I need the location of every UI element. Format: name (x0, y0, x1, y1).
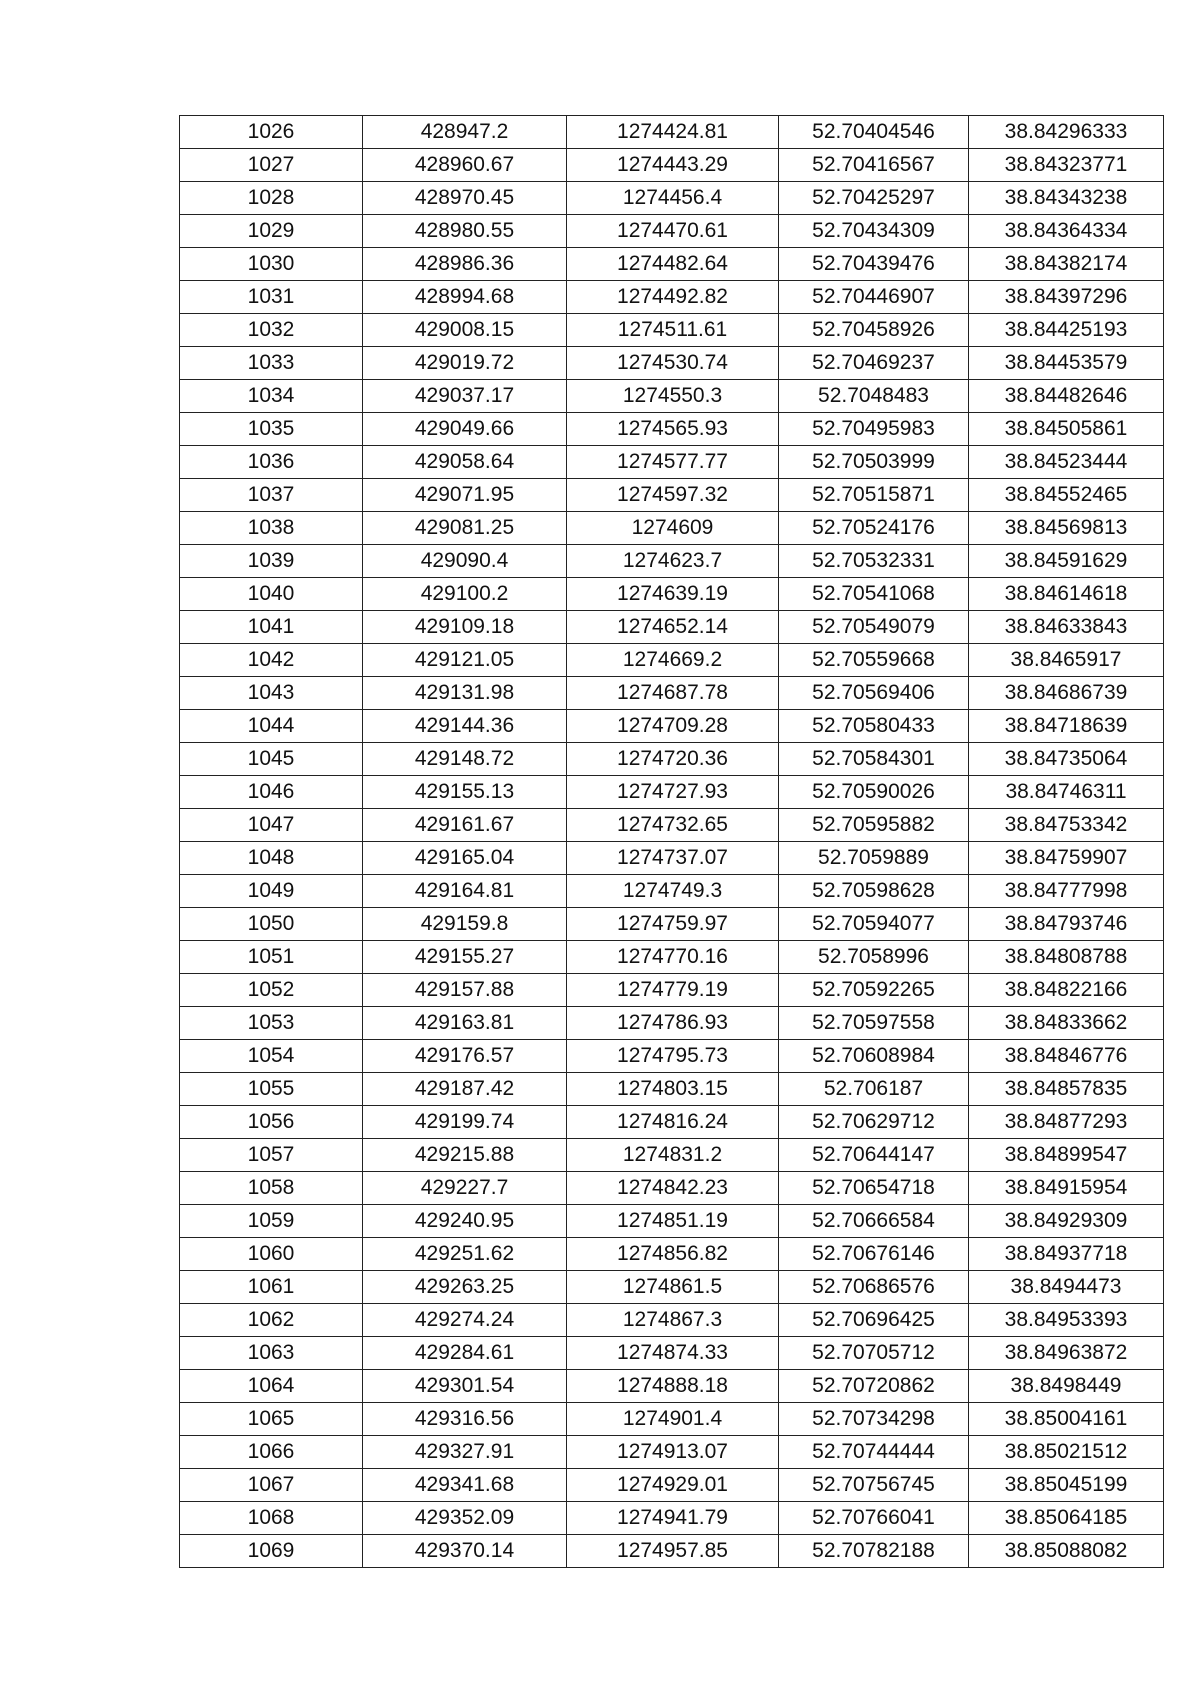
point-number-cell: 1063 (180, 1337, 363, 1370)
point-number-cell: 1049 (180, 875, 363, 908)
longitude-cell: 38.85088082 (969, 1535, 1164, 1568)
y-coordinate-cell: 1274720.36 (567, 743, 779, 776)
y-coordinate-cell: 1274577.77 (567, 446, 779, 479)
table-row (180, 1337, 1164, 1370)
table-row (180, 941, 1164, 974)
table-row (180, 842, 1164, 875)
x-coordinate-cell: 429301.54 (363, 1370, 567, 1403)
table-row (180, 248, 1164, 281)
table-row (180, 281, 1164, 314)
table-row (180, 1040, 1164, 1073)
table-row (180, 809, 1164, 842)
latitude-cell: 52.70629712 (779, 1106, 969, 1139)
point-number-cell: 1050 (180, 908, 363, 941)
table-row (180, 1370, 1164, 1403)
y-coordinate-cell: 1274652.14 (567, 611, 779, 644)
point-number-cell: 1047 (180, 809, 363, 842)
x-coordinate-cell: 429163.81 (363, 1007, 567, 1040)
longitude-cell: 38.84937718 (969, 1238, 1164, 1271)
x-coordinate-cell: 429227.7 (363, 1172, 567, 1205)
y-coordinate-cell: 1274492.82 (567, 281, 779, 314)
y-coordinate-cell: 1274831.2 (567, 1139, 779, 1172)
longitude-cell: 38.84453579 (969, 347, 1164, 380)
latitude-cell: 52.70425297 (779, 182, 969, 215)
table-row (180, 1073, 1164, 1106)
table-row (180, 380, 1164, 413)
longitude-cell: 38.84877293 (969, 1106, 1164, 1139)
x-coordinate-cell: 429176.57 (363, 1040, 567, 1073)
y-coordinate-cell: 1274737.07 (567, 842, 779, 875)
y-coordinate-cell: 1274456.4 (567, 182, 779, 215)
x-coordinate-cell: 429058.64 (363, 446, 567, 479)
latitude-cell: 52.70644147 (779, 1139, 969, 1172)
x-coordinate-cell: 429121.05 (363, 644, 567, 677)
x-coordinate-cell: 429164.81 (363, 875, 567, 908)
latitude-cell: 52.70515871 (779, 479, 969, 512)
latitude-cell: 52.70686576 (779, 1271, 969, 1304)
y-coordinate-cell: 1274913.07 (567, 1436, 779, 1469)
table-row (180, 1271, 1164, 1304)
point-number-cell: 1064 (180, 1370, 363, 1403)
x-coordinate-cell: 428994.68 (363, 281, 567, 314)
x-coordinate-cell: 429187.42 (363, 1073, 567, 1106)
point-number-cell: 1066 (180, 1436, 363, 1469)
longitude-cell: 38.84793746 (969, 908, 1164, 941)
longitude-cell: 38.8465917 (969, 644, 1164, 677)
x-coordinate-cell: 429316.56 (363, 1403, 567, 1436)
latitude-cell: 52.70434309 (779, 215, 969, 248)
x-coordinate-cell: 429157.88 (363, 974, 567, 1007)
coordinates-table (179, 115, 1164, 1568)
x-coordinate-cell: 429155.27 (363, 941, 567, 974)
longitude-cell: 38.85064185 (969, 1502, 1164, 1535)
table-row (180, 710, 1164, 743)
y-coordinate-cell: 1274786.93 (567, 1007, 779, 1040)
table-row (180, 776, 1164, 809)
table-row (180, 1205, 1164, 1238)
table-row (180, 314, 1164, 347)
point-number-cell: 1044 (180, 710, 363, 743)
latitude-cell: 52.70598628 (779, 875, 969, 908)
y-coordinate-cell: 1274424.81 (567, 116, 779, 149)
y-coordinate-cell: 1274511.61 (567, 314, 779, 347)
coordinates-table-body (180, 116, 1164, 1568)
longitude-cell: 38.84569813 (969, 512, 1164, 545)
latitude-cell: 52.70590026 (779, 776, 969, 809)
longitude-cell: 38.84753342 (969, 809, 1164, 842)
longitude-cell: 38.84833662 (969, 1007, 1164, 1040)
latitude-cell: 52.70597558 (779, 1007, 969, 1040)
point-number-cell: 1059 (180, 1205, 363, 1238)
table-row (180, 149, 1164, 182)
point-number-cell: 1032 (180, 314, 363, 347)
point-number-cell: 1028 (180, 182, 363, 215)
x-coordinate-cell: 429144.36 (363, 710, 567, 743)
latitude-cell: 52.70569406 (779, 677, 969, 710)
table-row (180, 1238, 1164, 1271)
latitude-cell: 52.70584301 (779, 743, 969, 776)
table-row (180, 1436, 1164, 1469)
point-number-cell: 1058 (180, 1172, 363, 1205)
point-number-cell: 1068 (180, 1502, 363, 1535)
y-coordinate-cell: 1274639.19 (567, 578, 779, 611)
y-coordinate-cell: 1274550.3 (567, 380, 779, 413)
x-coordinate-cell: 429155.13 (363, 776, 567, 809)
longitude-cell: 38.84552465 (969, 479, 1164, 512)
point-number-cell: 1034 (180, 380, 363, 413)
y-coordinate-cell: 1274443.29 (567, 149, 779, 182)
x-coordinate-cell: 429352.09 (363, 1502, 567, 1535)
table-row (180, 413, 1164, 446)
longitude-cell: 38.84953393 (969, 1304, 1164, 1337)
x-coordinate-cell: 429263.25 (363, 1271, 567, 1304)
y-coordinate-cell: 1274941.79 (567, 1502, 779, 1535)
latitude-cell: 52.70654718 (779, 1172, 969, 1205)
longitude-cell: 38.84899547 (969, 1139, 1164, 1172)
longitude-cell: 38.84614618 (969, 578, 1164, 611)
x-coordinate-cell: 429148.72 (363, 743, 567, 776)
longitude-cell: 38.85045199 (969, 1469, 1164, 1502)
y-coordinate-cell: 1274816.24 (567, 1106, 779, 1139)
latitude-cell: 52.70439476 (779, 248, 969, 281)
table-row (180, 677, 1164, 710)
longitude-cell: 38.84686739 (969, 677, 1164, 710)
point-number-cell: 1062 (180, 1304, 363, 1337)
x-coordinate-cell: 429215.88 (363, 1139, 567, 1172)
y-coordinate-cell: 1274901.4 (567, 1403, 779, 1436)
longitude-cell: 38.84718639 (969, 710, 1164, 743)
longitude-cell: 38.85004161 (969, 1403, 1164, 1436)
latitude-cell: 52.7048483 (779, 380, 969, 413)
y-coordinate-cell: 1274759.97 (567, 908, 779, 941)
point-number-cell: 1035 (180, 413, 363, 446)
y-coordinate-cell: 1274470.61 (567, 215, 779, 248)
latitude-cell: 52.70495983 (779, 413, 969, 446)
longitude-cell: 38.84364334 (969, 215, 1164, 248)
table-row (180, 545, 1164, 578)
latitude-cell: 52.70594077 (779, 908, 969, 941)
latitude-cell: 52.70559668 (779, 644, 969, 677)
y-coordinate-cell: 1274856.82 (567, 1238, 779, 1271)
y-coordinate-cell: 1274687.78 (567, 677, 779, 710)
latitude-cell: 52.70608984 (779, 1040, 969, 1073)
table-row (180, 1172, 1164, 1205)
table-row (180, 1304, 1164, 1337)
y-coordinate-cell: 1274929.01 (567, 1469, 779, 1502)
y-coordinate-cell: 1274727.93 (567, 776, 779, 809)
table-row (180, 182, 1164, 215)
point-number-cell: 1060 (180, 1238, 363, 1271)
latitude-cell: 52.70469237 (779, 347, 969, 380)
table-row (180, 116, 1164, 149)
longitude-cell: 38.84296333 (969, 116, 1164, 149)
point-number-cell: 1033 (180, 347, 363, 380)
longitude-cell: 38.84929309 (969, 1205, 1164, 1238)
table-row (180, 611, 1164, 644)
longitude-cell: 38.84343238 (969, 182, 1164, 215)
y-coordinate-cell: 1274770.16 (567, 941, 779, 974)
longitude-cell: 38.84591629 (969, 545, 1164, 578)
point-number-cell: 1038 (180, 512, 363, 545)
table-row (180, 1007, 1164, 1040)
longitude-cell: 38.84808788 (969, 941, 1164, 974)
table-row (180, 1469, 1164, 1502)
latitude-cell: 52.70766041 (779, 1502, 969, 1535)
table-row (180, 512, 1164, 545)
longitude-cell: 38.84746311 (969, 776, 1164, 809)
latitude-cell: 52.7059889 (779, 842, 969, 875)
point-number-cell: 1051 (180, 941, 363, 974)
y-coordinate-cell: 1274842.23 (567, 1172, 779, 1205)
table-row (180, 644, 1164, 677)
latitude-cell: 52.706187 (779, 1073, 969, 1106)
longitude-cell: 38.85021512 (969, 1436, 1164, 1469)
longitude-cell: 38.84425193 (969, 314, 1164, 347)
point-number-cell: 1065 (180, 1403, 363, 1436)
latitude-cell: 52.70744444 (779, 1436, 969, 1469)
latitude-cell: 52.70532331 (779, 545, 969, 578)
latitude-cell: 52.70446907 (779, 281, 969, 314)
x-coordinate-cell: 429109.18 (363, 611, 567, 644)
point-number-cell: 1069 (180, 1535, 363, 1568)
x-coordinate-cell: 429019.72 (363, 347, 567, 380)
point-number-cell: 1039 (180, 545, 363, 578)
latitude-cell: 52.70580433 (779, 710, 969, 743)
point-number-cell: 1054 (180, 1040, 363, 1073)
y-coordinate-cell: 1274957.85 (567, 1535, 779, 1568)
y-coordinate-cell: 1274530.74 (567, 347, 779, 380)
x-coordinate-cell: 429071.95 (363, 479, 567, 512)
latitude-cell: 52.7058996 (779, 941, 969, 974)
point-number-cell: 1037 (180, 479, 363, 512)
x-coordinate-cell: 429284.61 (363, 1337, 567, 1370)
longitude-cell: 38.84777998 (969, 875, 1164, 908)
table-row (180, 347, 1164, 380)
latitude-cell: 52.70705712 (779, 1337, 969, 1370)
latitude-cell: 52.70676146 (779, 1238, 969, 1271)
longitude-cell: 38.84963872 (969, 1337, 1164, 1370)
point-number-cell: 1045 (180, 743, 363, 776)
longitude-cell: 38.84505861 (969, 413, 1164, 446)
point-number-cell: 1043 (180, 677, 363, 710)
x-coordinate-cell: 428970.45 (363, 182, 567, 215)
y-coordinate-cell: 1274795.73 (567, 1040, 779, 1073)
x-coordinate-cell: 429165.04 (363, 842, 567, 875)
longitude-cell: 38.84857835 (969, 1073, 1164, 1106)
latitude-cell: 52.70595882 (779, 809, 969, 842)
latitude-cell: 52.70524176 (779, 512, 969, 545)
y-coordinate-cell: 1274749.3 (567, 875, 779, 908)
table-row (180, 743, 1164, 776)
table-row (180, 215, 1164, 248)
longitude-cell: 38.84397296 (969, 281, 1164, 314)
y-coordinate-cell: 1274861.5 (567, 1271, 779, 1304)
x-coordinate-cell: 429090.4 (363, 545, 567, 578)
x-coordinate-cell: 429199.74 (363, 1106, 567, 1139)
longitude-cell: 38.84846776 (969, 1040, 1164, 1073)
table-row (180, 1106, 1164, 1139)
x-coordinate-cell: 429131.98 (363, 677, 567, 710)
latitude-cell: 52.70503999 (779, 446, 969, 479)
point-number-cell: 1067 (180, 1469, 363, 1502)
point-number-cell: 1027 (180, 149, 363, 182)
table-row (180, 875, 1164, 908)
y-coordinate-cell: 1274709.28 (567, 710, 779, 743)
point-number-cell: 1048 (180, 842, 363, 875)
x-coordinate-cell: 429081.25 (363, 512, 567, 545)
x-coordinate-cell: 429161.67 (363, 809, 567, 842)
point-number-cell: 1030 (180, 248, 363, 281)
y-coordinate-cell: 1274597.32 (567, 479, 779, 512)
y-coordinate-cell: 1274867.3 (567, 1304, 779, 1337)
latitude-cell: 52.70458926 (779, 314, 969, 347)
y-coordinate-cell: 1274874.33 (567, 1337, 779, 1370)
x-coordinate-cell: 429159.8 (363, 908, 567, 941)
latitude-cell: 52.70720862 (779, 1370, 969, 1403)
y-coordinate-cell: 1274732.65 (567, 809, 779, 842)
latitude-cell: 52.70734298 (779, 1403, 969, 1436)
y-coordinate-cell: 1274565.93 (567, 413, 779, 446)
longitude-cell: 38.84482646 (969, 380, 1164, 413)
point-number-cell: 1052 (180, 974, 363, 1007)
table-row (180, 974, 1164, 1007)
table-row (180, 908, 1164, 941)
longitude-cell: 38.84735064 (969, 743, 1164, 776)
x-coordinate-cell: 429370.14 (363, 1535, 567, 1568)
latitude-cell: 52.70541068 (779, 578, 969, 611)
point-number-cell: 1055 (180, 1073, 363, 1106)
y-coordinate-cell: 1274609 (567, 512, 779, 545)
x-coordinate-cell: 429240.95 (363, 1205, 567, 1238)
x-coordinate-cell: 428980.55 (363, 215, 567, 248)
longitude-cell: 38.8498449 (969, 1370, 1164, 1403)
x-coordinate-cell: 429341.68 (363, 1469, 567, 1502)
point-number-cell: 1057 (180, 1139, 363, 1172)
table-row (180, 1139, 1164, 1172)
x-coordinate-cell: 428986.36 (363, 248, 567, 281)
point-number-cell: 1031 (180, 281, 363, 314)
longitude-cell: 38.84523444 (969, 446, 1164, 479)
longitude-cell: 38.84915954 (969, 1172, 1164, 1205)
longitude-cell: 38.84323771 (969, 149, 1164, 182)
y-coordinate-cell: 1274888.18 (567, 1370, 779, 1403)
point-number-cell: 1042 (180, 644, 363, 677)
x-coordinate-cell: 428960.67 (363, 149, 567, 182)
latitude-cell: 52.70404546 (779, 116, 969, 149)
y-coordinate-cell: 1274779.19 (567, 974, 779, 1007)
x-coordinate-cell: 429100.2 (363, 578, 567, 611)
y-coordinate-cell: 1274851.19 (567, 1205, 779, 1238)
latitude-cell: 52.70756745 (779, 1469, 969, 1502)
longitude-cell: 38.84822166 (969, 974, 1164, 1007)
longitude-cell: 38.84633843 (969, 611, 1164, 644)
point-number-cell: 1056 (180, 1106, 363, 1139)
point-number-cell: 1061 (180, 1271, 363, 1304)
x-coordinate-cell: 429327.91 (363, 1436, 567, 1469)
table-row (180, 1502, 1164, 1535)
point-number-cell: 1046 (180, 776, 363, 809)
x-coordinate-cell: 429274.24 (363, 1304, 567, 1337)
latitude-cell: 52.70782188 (779, 1535, 969, 1568)
y-coordinate-cell: 1274623.7 (567, 545, 779, 578)
y-coordinate-cell: 1274482.64 (567, 248, 779, 281)
x-coordinate-cell: 429049.66 (363, 413, 567, 446)
table-row (180, 578, 1164, 611)
latitude-cell: 52.70592265 (779, 974, 969, 1007)
point-number-cell: 1041 (180, 611, 363, 644)
y-coordinate-cell: 1274669.2 (567, 644, 779, 677)
x-coordinate-cell: 429008.15 (363, 314, 567, 347)
point-number-cell: 1053 (180, 1007, 363, 1040)
longitude-cell: 38.84382174 (969, 248, 1164, 281)
latitude-cell: 52.70549079 (779, 611, 969, 644)
latitude-cell: 52.70416567 (779, 149, 969, 182)
x-coordinate-cell: 429251.62 (363, 1238, 567, 1271)
latitude-cell: 52.70696425 (779, 1304, 969, 1337)
y-coordinate-cell: 1274803.15 (567, 1073, 779, 1106)
x-coordinate-cell: 428947.2 (363, 116, 567, 149)
table-row (180, 1403, 1164, 1436)
latitude-cell: 52.70666584 (779, 1205, 969, 1238)
point-number-cell: 1040 (180, 578, 363, 611)
longitude-cell: 38.84759907 (969, 842, 1164, 875)
table-row (180, 479, 1164, 512)
x-coordinate-cell: 429037.17 (363, 380, 567, 413)
point-number-cell: 1036 (180, 446, 363, 479)
table-row (180, 446, 1164, 479)
point-number-cell: 1026 (180, 116, 363, 149)
longitude-cell: 38.8494473 (969, 1271, 1164, 1304)
table-row (180, 1535, 1164, 1568)
point-number-cell: 1029 (180, 215, 363, 248)
